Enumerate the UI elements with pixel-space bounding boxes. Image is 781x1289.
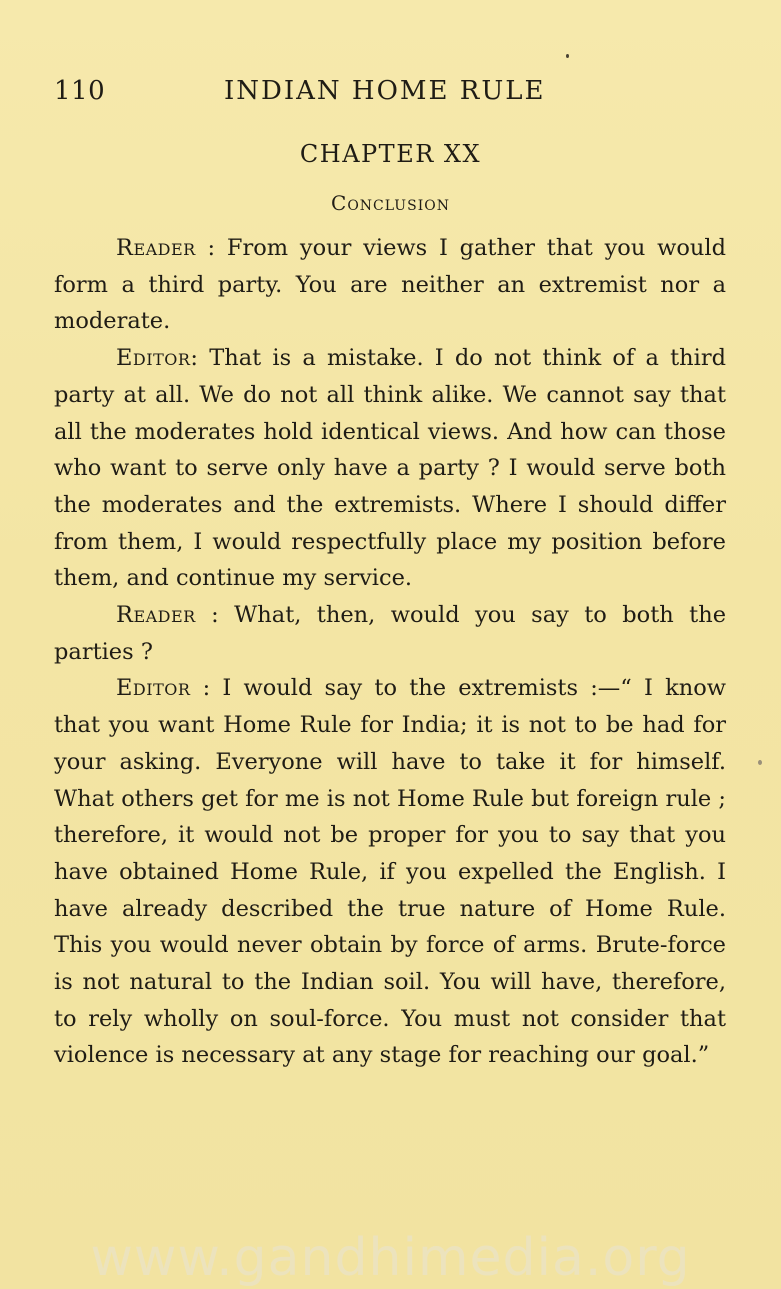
section-title: Conclusion <box>331 191 450 215</box>
speaker-label: Reader <box>116 235 196 261</box>
chapter-title: CHAPTER XX <box>299 140 482 168</box>
speaker-label: Editor <box>116 345 191 372</box>
speaker-separator: : <box>190 345 210 372</box>
page-number: 110 <box>54 76 106 106</box>
paragraph <box>54 670 726 1074</box>
paragraph-text: That is a mistake. I do not think of a third party at all. We do not all think alike. We cannot say that all the moderates hold identical views. And how can those who want to serve only have a party ? I would serve both the moderates and the extremists. Where I should differ from them, I would respectfully place my position before them, and continue my service. <box>54 345 727 592</box>
paper-speck <box>758 760 762 765</box>
running-title: INDIAN HOME RULE <box>224 76 546 106</box>
speaker-label: Editor <box>116 675 191 702</box>
paragraph <box>54 340 726 597</box>
watermark: www.gandhimedia.org <box>90 1228 691 1288</box>
paragraph-text: I would say to the extremists :—“ I know that you want Home Rule for India; it is not to be had for your asking. Everyone will have to take it for himself. What others get for me is not Home Rule but foreign rule ; therefore, it would not be proper for you to say that you have obtained Home Rule, if you expelled the English. I have already described the true nature of Home Rule. This you would never obtain by force of arms. Brute-force is not natural to the Indian soil. You will have, therefore, to rely wholly on soul-force. You must not consider that violence is necessary at any stage for reaching our goal.” <box>54 675 726 1069</box>
paragraph <box>54 230 726 340</box>
paragraph-text: From your views I gather that you would form a third party. You are neither an extremist nor a moderate. <box>54 235 726 335</box>
paper-speck <box>566 54 569 58</box>
speaker-label: Reader <box>116 602 196 629</box>
page-header <box>54 76 734 116</box>
speaker-separator: : <box>195 602 235 629</box>
body-text <box>54 230 726 1074</box>
speaker-separator: : <box>195 235 227 261</box>
paragraph-text: What, then, would you say to both the parties ? <box>54 602 727 665</box>
speaker-separator: : <box>190 675 223 702</box>
paragraph <box>54 597 726 670</box>
